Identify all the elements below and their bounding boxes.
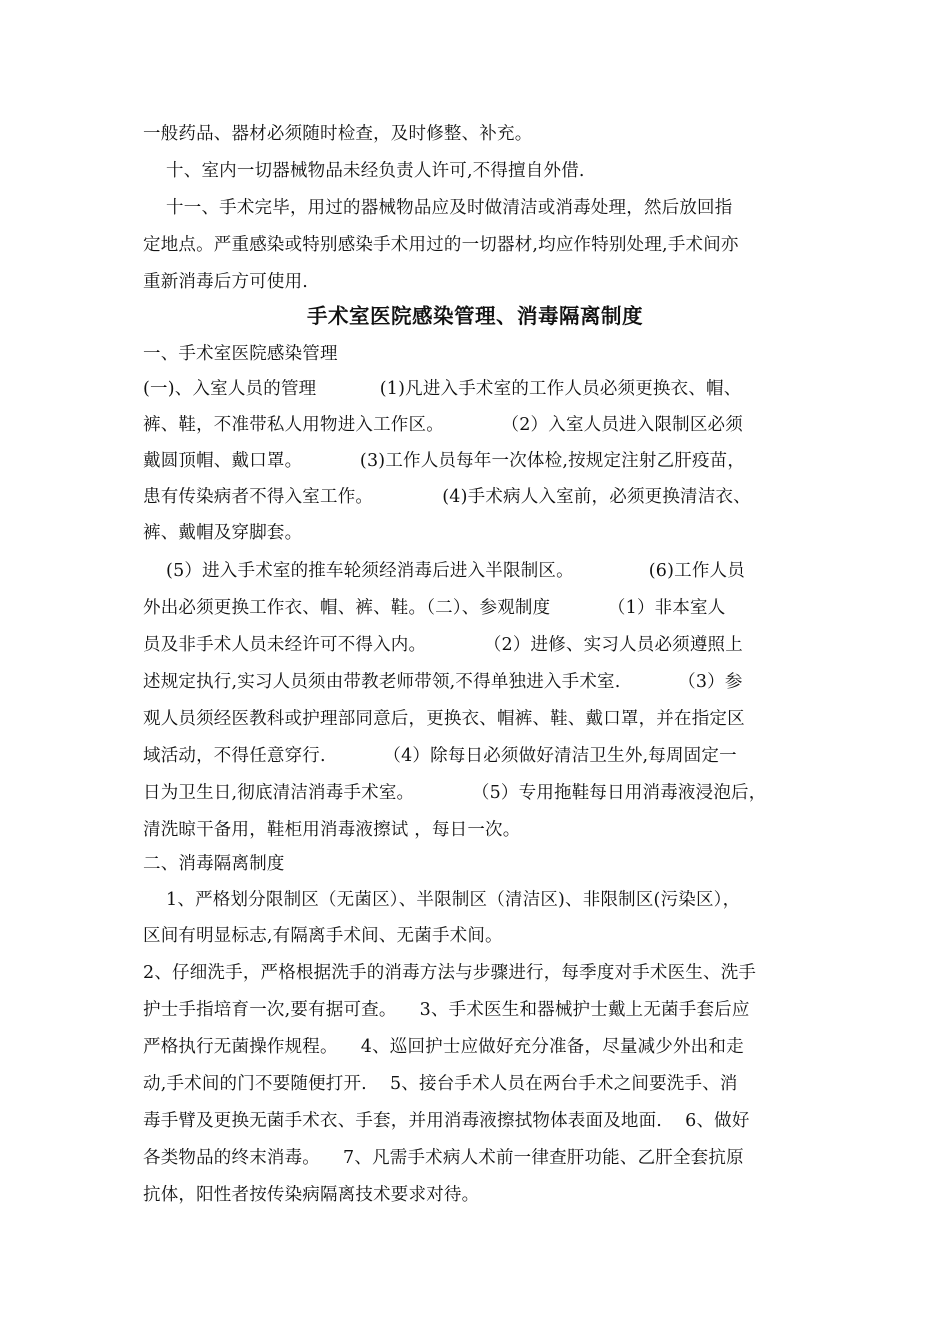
text-line: 裤、戴帽及穿脚套。 [143,523,303,543]
text-line: (一)、入室人员的管理 (1)凡进入手术室的工作人员必须更换衣、帽、 [143,379,742,399]
text-line: (5）进入手术室的推车轮须经消毒后进入半限制区。 (6)工作人员 [143,561,745,581]
text-line: 裤、鞋，不准带私人用物进入工作区。 （2）入室人员进入限制区必须 [143,415,743,435]
text-line: 抗体，阳性者按传染病隔离技术要求对待。 [143,1185,480,1205]
text-line: 护士手指培育一次,要有据可查。 3、手术医生和器械护士戴上无菌手套后应 [143,1000,750,1020]
text-line: 观人员须经医教科或护理部同意后，更换衣、帽裤、鞋、戴口罩，并在指定区 [143,709,745,729]
section-heading: 一、手术室医院感染管理 [143,344,338,364]
text-line: 各类物品的终末消毒。 7、凡需手术病人术前一律查肝功能、乙肝全套抗原 [143,1148,744,1168]
text-line: 1、严格划分限制区（无菌区）、半限制区（清洁区)、非限制区(污染区）， [143,890,741,910]
text-line: 日为卫生日,彻底清洁消毒手术室。 （5）专用拖鞋每日用消毒液浸泡后， [143,783,767,803]
text-line: 十、室内一切器械物品未经负责人许可,不得擅自外借. [143,161,585,181]
text-line: 定地点。严重感染或特别感染手术用过的一切器材,均应作特别处理,手术间亦 [143,235,739,255]
section-heading: 二、消毒隔离制度 [143,854,285,874]
text-line: 戴圆顶帽、戴口罩。 (3)工作人员每年一次体检,按规定注射乙肝疫苗， [143,451,746,471]
text-line: 动,手术间的门不要随便打开. 5、接台手术人员在两台手术之间要洗手、消 [143,1074,738,1094]
text-line: 患有传染病者不得入室工作。 (4)手术病人入室前，必须更换清洁衣、 [143,487,751,507]
text-line: 区间有明显标志,有隔离手术间、无菌手术间。 [143,926,503,946]
text-line: 严格执行无菌操作规程。 4、巡回护士应做好充分准备，尽量减少外出和走 [143,1037,744,1057]
text-line: 一般药品、器材必须随时检查，及时修整、补充。 [143,124,533,144]
text-line: 毒手臂及更换无菌手术衣、手套，并用消毒液擦拭物体表面及地面. 6、做好 [143,1111,750,1131]
text-line: 述规定执行,实习人员须由带教老师带领,不得单独进入手术室. （3）参 [143,672,743,692]
text-line: 外出必须更换工作衣、帽、裤、鞋。（二）、参观制度 （1）非本室人 [143,598,726,618]
text-line: 域活动，不得任意穿行. （4）除每日必须做好清洁卫生外,每周固定一 [143,746,737,766]
text-line: 十一、手术完毕，用过的器械物品应及时做清洁或消毒处理，然后放回指 [143,198,733,218]
text-line: 2、仔细洗手，严格根据洗手的消毒方法与步骤进行，每季度对手术医生、洗手 [143,963,757,983]
text-line: 清洗晾干备用，鞋柜用消毒液擦试 ，每日一次。 [143,820,521,840]
text-line: 重新消毒后方可使用. [143,272,309,292]
text-line: 员及非手术人员未经许可不得入内。 （2）进修、实习人员必须遵照上 [143,635,743,655]
section-title: 手术室医院感染管理、消毒隔离制度 [307,304,643,328]
